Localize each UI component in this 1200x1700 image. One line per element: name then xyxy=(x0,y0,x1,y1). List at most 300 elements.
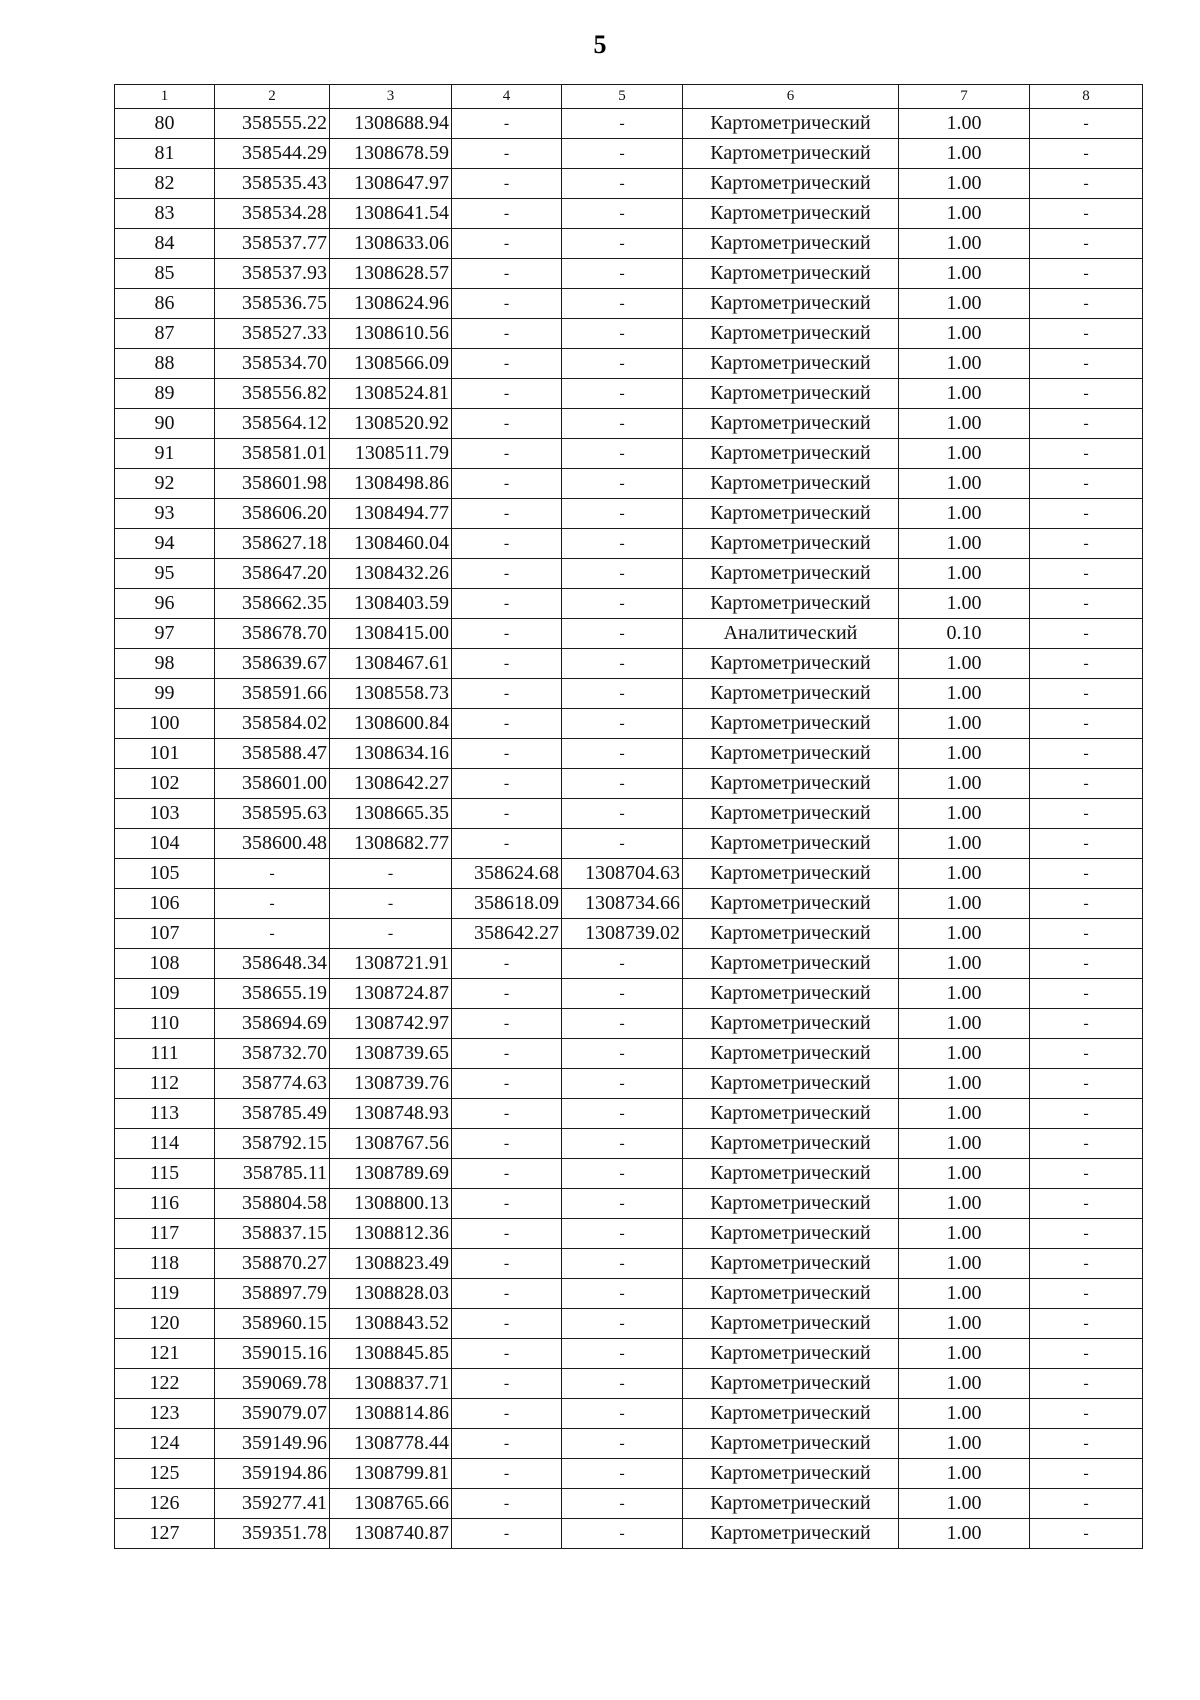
table-cell: - xyxy=(452,409,562,439)
table-cell: Картометрический xyxy=(683,439,899,469)
table-cell: - xyxy=(1030,889,1143,919)
table-cell: 1308494.77 xyxy=(330,499,452,529)
table-cell: 358655.19 xyxy=(215,979,330,1009)
table-cell: Картометрический xyxy=(683,949,899,979)
table-cell: - xyxy=(562,409,683,439)
table-cell: 358606.20 xyxy=(215,499,330,529)
table-cell: - xyxy=(562,109,683,139)
table-cell: Картометрический xyxy=(683,979,899,1009)
table-cell: - xyxy=(1030,259,1143,289)
table-cell: 109 xyxy=(115,979,215,1009)
table-cell: 1308814.86 xyxy=(330,1399,452,1429)
table-cell: - xyxy=(452,499,562,529)
table-cell: Картометрический xyxy=(683,1489,899,1519)
table-cell: 1.00 xyxy=(899,1099,1030,1129)
table-cell: 358647.20 xyxy=(215,559,330,589)
table-cell: 1.00 xyxy=(899,1339,1030,1369)
table-cell: 1.00 xyxy=(899,349,1030,379)
table-cell: Картометрический xyxy=(683,259,899,289)
table-cell: 358601.98 xyxy=(215,469,330,499)
table-cell: 358537.77 xyxy=(215,229,330,259)
table-cell: Картометрический xyxy=(683,889,899,919)
table-cell: Картометрический xyxy=(683,1189,899,1219)
table-cell: 1308642.27 xyxy=(330,769,452,799)
table-cell: - xyxy=(452,1459,562,1489)
table-cell: 358642.27 xyxy=(452,919,562,949)
table-cell: Картометрический xyxy=(683,829,899,859)
table-cell: - xyxy=(452,439,562,469)
table-cell: - xyxy=(562,949,683,979)
table-cell: 104 xyxy=(115,829,215,859)
table-cell: 1.00 xyxy=(899,529,1030,559)
table-cell: 1.00 xyxy=(899,919,1030,949)
table-cell: 1308734.66 xyxy=(562,889,683,919)
table-cell: Картометрический xyxy=(683,1339,899,1369)
table-cell: 358535.43 xyxy=(215,169,330,199)
table-cell: 1.00 xyxy=(899,1429,1030,1459)
table-cell: - xyxy=(452,979,562,1009)
table-cell: 1.00 xyxy=(899,859,1030,889)
table-cell: - xyxy=(452,109,562,139)
table-cell: - xyxy=(452,559,562,589)
table-cell: 1.00 xyxy=(899,979,1030,1009)
table-cell: 1308843.52 xyxy=(330,1309,452,1339)
table-cell: 1.00 xyxy=(899,709,1030,739)
table-cell: 1.00 xyxy=(899,379,1030,409)
table-cell: Картометрический xyxy=(683,469,899,499)
table-row xyxy=(115,949,1143,979)
table-cell: 358694.69 xyxy=(215,1009,330,1039)
table-cell: - xyxy=(330,889,452,919)
table-cell: - xyxy=(1030,1459,1143,1489)
table-cell: - xyxy=(1030,199,1143,229)
table-cell: - xyxy=(562,679,683,709)
table-cell: 126 xyxy=(115,1489,215,1519)
table-cell: - xyxy=(562,139,683,169)
table-cell: Картометрический xyxy=(683,1069,899,1099)
table-cell: - xyxy=(452,619,562,649)
table-cell: - xyxy=(452,259,562,289)
table-cell: - xyxy=(452,679,562,709)
table-cell: Картометрический xyxy=(683,499,899,529)
table-cell: 358785.49 xyxy=(215,1099,330,1129)
table-cell: Картометрический xyxy=(683,769,899,799)
table-cell: 358627.18 xyxy=(215,529,330,559)
table-body xyxy=(115,109,1143,1549)
table-cell: - xyxy=(330,859,452,889)
table-cell: - xyxy=(1030,739,1143,769)
table-cell: Картометрический xyxy=(683,679,899,709)
table-cell: 103 xyxy=(115,799,215,829)
table-row xyxy=(115,1009,1143,1039)
table-row xyxy=(115,319,1143,349)
table-cell: - xyxy=(452,199,562,229)
table-cell: 116 xyxy=(115,1189,215,1219)
table-cell: - xyxy=(452,1129,562,1159)
table-cell: - xyxy=(1030,709,1143,739)
table-cell: 358534.70 xyxy=(215,349,330,379)
table-cell: - xyxy=(562,1489,683,1519)
table-cell: - xyxy=(452,1159,562,1189)
table-cell: 1308767.56 xyxy=(330,1129,452,1159)
table-cell: - xyxy=(562,169,683,199)
table-row xyxy=(115,1459,1143,1489)
table-cell: - xyxy=(452,649,562,679)
table-cell: 1308748.93 xyxy=(330,1099,452,1129)
table-row xyxy=(115,619,1143,649)
table-cell: Картометрический xyxy=(683,1519,899,1549)
table-cell: - xyxy=(562,769,683,799)
table-cell: - xyxy=(1030,1279,1143,1309)
table-cell: 1.00 xyxy=(899,199,1030,229)
table-cell: - xyxy=(452,1519,562,1549)
table-row xyxy=(115,169,1143,199)
table-cell: - xyxy=(1030,769,1143,799)
table-cell: 1.00 xyxy=(899,949,1030,979)
table-row xyxy=(115,799,1143,829)
table-cell: 124 xyxy=(115,1429,215,1459)
table-cell: Картометрический xyxy=(683,349,899,379)
table-row xyxy=(115,1489,1143,1519)
table-cell: - xyxy=(452,1489,562,1519)
table-cell: 114 xyxy=(115,1129,215,1159)
table-cell: - xyxy=(562,619,683,649)
table-cell: - xyxy=(215,889,330,919)
table-cell: 87 xyxy=(115,319,215,349)
table-cell: - xyxy=(1030,589,1143,619)
column-header: 6 xyxy=(683,85,899,109)
table-cell: 1308778.44 xyxy=(330,1429,452,1459)
table-cell: 358534.28 xyxy=(215,199,330,229)
table-row xyxy=(115,1309,1143,1339)
table-row xyxy=(115,379,1143,409)
table-cell: Картометрический xyxy=(683,379,899,409)
table-cell: 105 xyxy=(115,859,215,889)
table-cell: - xyxy=(452,349,562,379)
table-cell: 1.00 xyxy=(899,1279,1030,1309)
table-cell: - xyxy=(1030,1489,1143,1519)
table-cell: 358581.01 xyxy=(215,439,330,469)
table-cell: - xyxy=(452,1069,562,1099)
table-cell: 1.00 xyxy=(899,1159,1030,1189)
table-cell: Картометрический xyxy=(683,199,899,229)
table-cell: 358837.15 xyxy=(215,1219,330,1249)
table-row xyxy=(115,1099,1143,1129)
table-cell: - xyxy=(452,949,562,979)
table-cell: - xyxy=(562,529,683,559)
table-row xyxy=(115,769,1143,799)
table-cell: 1308558.73 xyxy=(330,679,452,709)
table-cell: 112 xyxy=(115,1069,215,1099)
table-cell: - xyxy=(562,439,683,469)
table-cell: 1308524.81 xyxy=(330,379,452,409)
table-cell: - xyxy=(1030,289,1143,319)
table-cell: 1308812.36 xyxy=(330,1219,452,1249)
table-cell: 113 xyxy=(115,1099,215,1129)
table-cell: 1.00 xyxy=(899,1189,1030,1219)
table-cell: - xyxy=(452,1429,562,1459)
table-cell: - xyxy=(1030,499,1143,529)
table-cell: - xyxy=(452,1009,562,1039)
table-cell: Картометрический xyxy=(683,1129,899,1159)
table-cell: Картометрический xyxy=(683,919,899,949)
table-cell: - xyxy=(562,499,683,529)
table-cell: - xyxy=(562,649,683,679)
table-cell: Картометрический xyxy=(683,559,899,589)
table-cell: - xyxy=(562,199,683,229)
table-cell: 1308432.26 xyxy=(330,559,452,589)
table-cell: 358732.70 xyxy=(215,1039,330,1069)
table-cell: - xyxy=(1030,649,1143,679)
table-cell: 358678.70 xyxy=(215,619,330,649)
table-cell: - xyxy=(562,589,683,619)
table-cell: 1.00 xyxy=(899,259,1030,289)
table-cell: - xyxy=(562,829,683,859)
table-cell: 1.00 xyxy=(899,1519,1030,1549)
table-cell: - xyxy=(1030,619,1143,649)
table-cell: 1.00 xyxy=(899,799,1030,829)
table-cell: Картометрический xyxy=(683,1399,899,1429)
table-cell: 106 xyxy=(115,889,215,919)
table-row xyxy=(115,979,1143,1009)
table-cell: - xyxy=(215,859,330,889)
table-cell: 1308765.66 xyxy=(330,1489,452,1519)
table-cell: Картометрический xyxy=(683,139,899,169)
table-cell: - xyxy=(562,379,683,409)
table-row xyxy=(115,1039,1143,1069)
table-cell: 358639.67 xyxy=(215,649,330,679)
table-cell: 358564.12 xyxy=(215,409,330,439)
table-cell: - xyxy=(562,1399,683,1429)
table-cell: 358774.63 xyxy=(215,1069,330,1099)
table-cell: 1.00 xyxy=(899,139,1030,169)
table-cell: 107 xyxy=(115,919,215,949)
table-cell: 1308704.63 xyxy=(562,859,683,889)
table-row xyxy=(115,1519,1143,1549)
table-cell: Картометрический xyxy=(683,799,899,829)
table-cell: 1308628.57 xyxy=(330,259,452,289)
table-cell: Аналитический xyxy=(683,619,899,649)
table-cell: 1308742.97 xyxy=(330,1009,452,1039)
table-row xyxy=(115,1339,1143,1369)
table-cell: - xyxy=(562,1159,683,1189)
table-cell: 358624.68 xyxy=(452,859,562,889)
table-row xyxy=(115,1159,1143,1189)
table-cell: 358804.58 xyxy=(215,1189,330,1219)
coordinates-table xyxy=(114,84,1143,1549)
table-cell: - xyxy=(562,259,683,289)
table-cell: 358588.47 xyxy=(215,739,330,769)
table-cell: - xyxy=(452,139,562,169)
table-cell: Картометрический xyxy=(683,529,899,559)
table-cell: - xyxy=(1030,109,1143,139)
table-row xyxy=(115,709,1143,739)
table-cell: - xyxy=(1030,1069,1143,1099)
table-cell: - xyxy=(562,1459,683,1489)
table-cell: 358537.93 xyxy=(215,259,330,289)
table-cell: 358556.82 xyxy=(215,379,330,409)
table-cell: 0.10 xyxy=(899,619,1030,649)
table-cell: - xyxy=(452,1279,562,1309)
table-cell: - xyxy=(1030,1309,1143,1339)
table-cell: - xyxy=(562,289,683,319)
table-cell: 1308641.54 xyxy=(330,199,452,229)
table-cell: 1.00 xyxy=(899,1009,1030,1039)
table-row xyxy=(115,229,1143,259)
table-cell: - xyxy=(562,1099,683,1129)
column-header: 3 xyxy=(330,85,452,109)
table-cell: 1308724.87 xyxy=(330,979,452,1009)
table-cell: 97 xyxy=(115,619,215,649)
table-cell: Картометрический xyxy=(683,649,899,679)
table-cell: 358584.02 xyxy=(215,709,330,739)
table-cell: - xyxy=(562,1309,683,1339)
table-row xyxy=(115,1189,1143,1219)
table-cell: Картометрический xyxy=(683,1219,899,1249)
table-cell: 358785.11 xyxy=(215,1159,330,1189)
table-cell: 1.00 xyxy=(899,769,1030,799)
table-cell: - xyxy=(1030,1159,1143,1189)
table-cell: 1308682.77 xyxy=(330,829,452,859)
table-cell: - xyxy=(562,1249,683,1279)
table-cell: - xyxy=(1030,1369,1143,1399)
table-cell: 1.00 xyxy=(899,499,1030,529)
table-cell: - xyxy=(1030,1249,1143,1279)
table-cell: - xyxy=(1030,829,1143,859)
table-cell: 120 xyxy=(115,1309,215,1339)
table-row xyxy=(115,919,1143,949)
table-cell: 94 xyxy=(115,529,215,559)
column-header: 2 xyxy=(215,85,330,109)
table-cell: 121 xyxy=(115,1339,215,1369)
table-row xyxy=(115,1219,1143,1249)
table-cell: 1308633.06 xyxy=(330,229,452,259)
table-cell: - xyxy=(452,1309,562,1339)
table-cell: 1308789.69 xyxy=(330,1159,452,1189)
table-row xyxy=(115,559,1143,589)
table-cell: 1308828.03 xyxy=(330,1279,452,1309)
table-cell: 1.00 xyxy=(899,1459,1030,1489)
table-cell: 81 xyxy=(115,139,215,169)
table-cell: Картометрический xyxy=(683,1009,899,1039)
table-cell: - xyxy=(452,829,562,859)
table-row xyxy=(115,469,1143,499)
column-header: 7 xyxy=(899,85,1030,109)
table-cell: - xyxy=(1030,799,1143,829)
table-cell: 358555.22 xyxy=(215,109,330,139)
table-cell: - xyxy=(1030,919,1143,949)
table-cell: 96 xyxy=(115,589,215,619)
table-row xyxy=(115,529,1143,559)
table-cell: 98 xyxy=(115,649,215,679)
table-cell: 1308800.13 xyxy=(330,1189,452,1219)
table-cell: - xyxy=(562,559,683,589)
table-cell: - xyxy=(562,349,683,379)
table-cell: 1.00 xyxy=(899,1399,1030,1429)
table-cell: - xyxy=(452,709,562,739)
table-cell: 1308511.79 xyxy=(330,439,452,469)
table-cell: 1308600.84 xyxy=(330,709,452,739)
table-cell: - xyxy=(452,1249,562,1279)
table-cell: 1308740.87 xyxy=(330,1519,452,1549)
table-cell: 1.00 xyxy=(899,1129,1030,1159)
table-cell: - xyxy=(562,1519,683,1549)
table-cell: - xyxy=(1030,469,1143,499)
table-cell: - xyxy=(1030,1189,1143,1219)
table-cell: Картометрический xyxy=(683,1369,899,1399)
table-cell: 1308739.65 xyxy=(330,1039,452,1069)
table-cell: 358648.34 xyxy=(215,949,330,979)
table-cell: 359277.41 xyxy=(215,1489,330,1519)
table-cell: - xyxy=(452,799,562,829)
table-cell: - xyxy=(562,1069,683,1099)
page-number: 5 xyxy=(593,30,607,59)
table-cell: Картометрический xyxy=(683,1279,899,1309)
table-cell: 359015.16 xyxy=(215,1339,330,1369)
table-cell: - xyxy=(452,739,562,769)
table-cell: 100 xyxy=(115,709,215,739)
table-row xyxy=(115,829,1143,859)
table-cell: - xyxy=(1030,1099,1143,1129)
table-cell: 1.00 xyxy=(899,1309,1030,1339)
table-cell: 1308688.94 xyxy=(330,109,452,139)
table-cell: 359351.78 xyxy=(215,1519,330,1549)
table-cell: 1.00 xyxy=(899,1249,1030,1279)
table-cell: - xyxy=(1030,1219,1143,1249)
table-cell: 92 xyxy=(115,469,215,499)
table-cell: Картометрический xyxy=(683,289,899,319)
table-cell: 1308845.85 xyxy=(330,1339,452,1369)
table-cell: 358618.09 xyxy=(452,889,562,919)
table-cell: - xyxy=(452,1189,562,1219)
table-cell: 123 xyxy=(115,1399,215,1429)
table-cell: Картометрический xyxy=(683,1099,899,1129)
table-cell: 358960.15 xyxy=(215,1309,330,1339)
table-cell: - xyxy=(1030,1009,1143,1039)
table-cell: 1.00 xyxy=(899,289,1030,319)
table-row xyxy=(115,109,1143,139)
table-cell: 1308739.76 xyxy=(330,1069,452,1099)
table-cell: 358544.29 xyxy=(215,139,330,169)
table-cell: 358601.00 xyxy=(215,769,330,799)
table-cell: Картометрический xyxy=(683,1309,899,1339)
table-cell: 1308566.09 xyxy=(330,349,452,379)
table-cell: - xyxy=(452,769,562,799)
table-cell: 358595.63 xyxy=(215,799,330,829)
table-row xyxy=(115,439,1143,469)
table-cell: - xyxy=(452,319,562,349)
table-cell: 1.00 xyxy=(899,829,1030,859)
table-cell: 1308520.92 xyxy=(330,409,452,439)
table-cell: 84 xyxy=(115,229,215,259)
table-cell: 125 xyxy=(115,1459,215,1489)
table-cell: - xyxy=(562,799,683,829)
table-cell: 115 xyxy=(115,1159,215,1189)
table-cell: - xyxy=(215,919,330,949)
table-cell: - xyxy=(1030,949,1143,979)
table-cell: 1308460.04 xyxy=(330,529,452,559)
table-cell: 1.00 xyxy=(899,319,1030,349)
table-cell: - xyxy=(562,1339,683,1369)
table-cell: - xyxy=(562,1429,683,1459)
table-cell: 1308403.59 xyxy=(330,589,452,619)
table-cell: - xyxy=(1030,529,1143,559)
table-row xyxy=(115,349,1143,379)
table-row xyxy=(115,859,1143,889)
table-cell: 1.00 xyxy=(899,229,1030,259)
table-cell: - xyxy=(330,919,452,949)
table-cell: 358600.48 xyxy=(215,829,330,859)
